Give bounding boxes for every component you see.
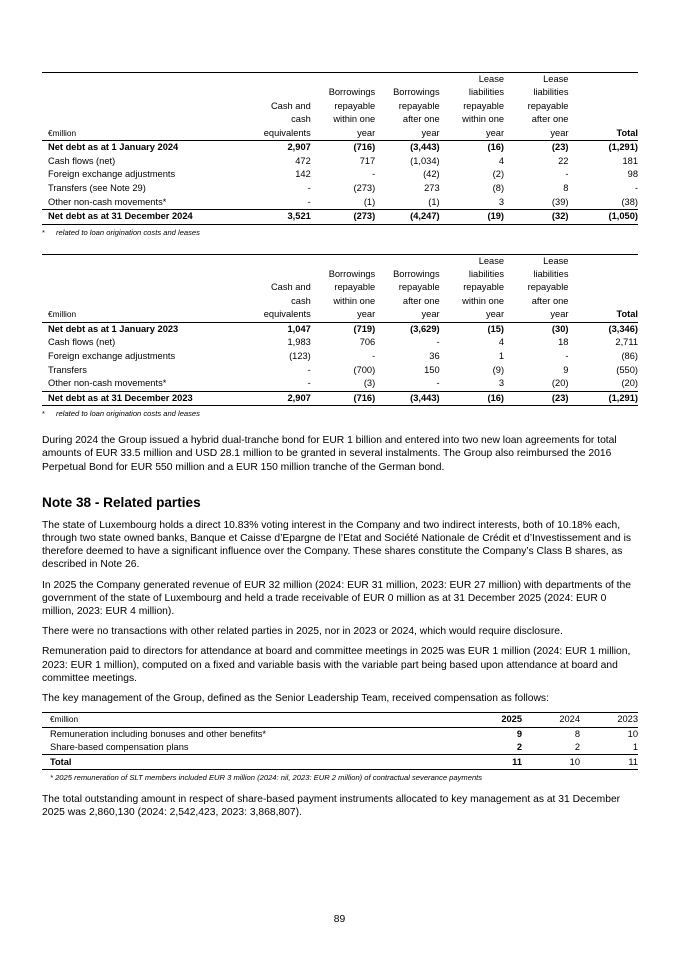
row-value: 181 bbox=[622, 155, 638, 166]
row-label: Cash flows (net) bbox=[48, 337, 116, 348]
page-content bbox=[42, 72, 638, 826]
row-value: (1,034) bbox=[410, 155, 440, 166]
col-total: Total bbox=[568, 73, 638, 141]
row-value: (86) bbox=[621, 351, 638, 361]
row-value: 3 bbox=[498, 196, 505, 207]
footnote-2024: * related to loan origination costs and leases bbox=[42, 227, 200, 237]
row-value: - bbox=[436, 337, 440, 348]
row-label: Net debt as at 1 January 2024 bbox=[42, 141, 239, 155]
row-value: - bbox=[307, 364, 311, 375]
row-value: (4,247) bbox=[375, 210, 439, 225]
paragraph-no-transactions: There were no transactions with other related parties in 2025, nor in 2023 or 2024, which would require disclosure. bbox=[42, 626, 563, 638]
row-value: - bbox=[634, 183, 638, 193]
col-lease-within: Lease liabilities repayable within one year bbox=[440, 73, 504, 141]
net-debt-table-2023 bbox=[42, 254, 638, 407]
row-value: (2) bbox=[492, 169, 505, 180]
row-value: (23) bbox=[504, 141, 568, 155]
row-value: (9) bbox=[492, 364, 505, 375]
row-value: 150 bbox=[424, 364, 440, 375]
comp-year-2025: 2025 bbox=[464, 713, 522, 727]
row-value: - bbox=[307, 378, 311, 389]
unit-label: €million bbox=[42, 73, 239, 141]
row-value: (273) bbox=[311, 210, 375, 225]
col-lease-within: Lease liabilities repayable within one year bbox=[440, 254, 504, 322]
row-value: (23) bbox=[504, 391, 568, 406]
row-label: Net debt as at 31 December 2024 bbox=[42, 210, 239, 225]
col-borrow-after: Borrowings repayable after one year bbox=[375, 254, 439, 322]
comp-total-row: Total 11 10 11 bbox=[42, 755, 638, 769]
table-row bbox=[42, 350, 638, 364]
row-value: - bbox=[307, 183, 311, 193]
row-value: 8 bbox=[563, 183, 569, 193]
table-body-2023 bbox=[42, 322, 638, 406]
table-row bbox=[42, 155, 638, 169]
row-value: (42) bbox=[423, 169, 440, 180]
paragraph-revenue: In 2025 the Company generated revenue of EUR 32 million (2024: EUR 31 million, 2023: EUR 27 million) with departments of the government of the state of Luxembourg and held a trade receivable of EUR 0 million as at 31 December 2025 (2024: EUR 0 million, 2023: EUR 4 million). bbox=[42, 579, 631, 618]
row-value: 1 bbox=[498, 351, 505, 361]
row-value: - bbox=[436, 378, 440, 389]
table-row bbox=[42, 322, 638, 336]
row-value: (123) bbox=[289, 351, 311, 361]
row-value: (3,443) bbox=[375, 391, 439, 406]
row-value: (20) bbox=[551, 378, 569, 389]
table-row bbox=[42, 182, 638, 196]
row-value: - bbox=[565, 169, 569, 180]
col-borrow-after: Borrowings repayable after one year bbox=[375, 73, 439, 141]
row-value: (3) bbox=[363, 378, 376, 389]
row-value: 1,047 bbox=[239, 322, 310, 336]
table-row bbox=[42, 377, 638, 391]
row-value: (1,291) bbox=[568, 391, 638, 406]
row-label: Net debt as at 31 December 2023 bbox=[42, 391, 239, 406]
row-label: Net debt as at 1 January 2023 bbox=[42, 322, 239, 336]
paragraph-state-interest: The state of Luxembourg holds a direct 10.83% voting interest in the Company and two indirect interests, both of 10.18% each, through two state owned banks, Banque et Caisse d’Epargne de l’Etat and Société Nationale de Crédit et d’Investissement and is therefore deemed to have a significant influence over the Company. These shares constitute the Company’s Class B shares, as described in Note 26. bbox=[42, 519, 631, 571]
row-value: (273) bbox=[353, 183, 376, 193]
row-value: (3,443) bbox=[375, 141, 439, 155]
row-value: (15) bbox=[440, 322, 504, 336]
col-borrow-within: Borrowings repayable within one year bbox=[311, 73, 375, 141]
unit-label: €million bbox=[42, 254, 239, 322]
row-value: (1,291) bbox=[568, 141, 638, 155]
row-value: 36 bbox=[429, 351, 440, 361]
row-value: 98 bbox=[627, 169, 638, 180]
row-value: (16) bbox=[440, 141, 504, 155]
row-value: 472 bbox=[295, 155, 311, 166]
row-value: 9 bbox=[563, 364, 569, 375]
comp-unit-label: €million bbox=[42, 713, 464, 727]
row-value: (20) bbox=[621, 378, 638, 389]
row-value: 3,521 bbox=[239, 210, 310, 225]
table-row bbox=[42, 336, 638, 350]
row-value: (39) bbox=[551, 196, 569, 207]
row-value: - bbox=[372, 169, 376, 180]
comp-year-2024: 2024 bbox=[522, 713, 580, 727]
row-value: 4 bbox=[498, 337, 505, 348]
row-value: (716) bbox=[311, 391, 375, 406]
row-value: (30) bbox=[504, 322, 568, 336]
row-value: (700) bbox=[353, 364, 376, 375]
col-lease-after: Lease liabilities repayable after one year bbox=[504, 254, 568, 322]
table-row bbox=[42, 195, 638, 209]
row-value: 142 bbox=[295, 169, 311, 180]
row-value: (3,629) bbox=[375, 322, 439, 336]
row-value: (38) bbox=[621, 196, 638, 207]
paragraph-share-based: The total outstanding amount in respect of share-based payment instruments allocated to key management as at 31 December 2025 was 2,860,130 (2024: 2,542,423, 2023: 3,868,807). bbox=[42, 793, 621, 818]
row-value: 22 bbox=[558, 155, 569, 166]
row-value: 4 bbox=[498, 155, 505, 166]
net-debt-table-2024 bbox=[42, 72, 638, 225]
row-value: 2,907 bbox=[239, 141, 310, 155]
row-label: Other non-cash movements* bbox=[48, 378, 167, 389]
table-header bbox=[42, 254, 638, 322]
row-value: (1) bbox=[428, 196, 440, 207]
col-cash: Cash and cash equivalents bbox=[239, 254, 310, 322]
table-row bbox=[42, 210, 638, 225]
comp-year-2023: 2023 bbox=[580, 713, 638, 727]
table-header bbox=[42, 73, 638, 141]
col-total: Total bbox=[568, 254, 638, 322]
comp-footnote: * 2025 remuneration of SLT members included EUR 3 million (2024: nil, 2023: EUR 2 million) of contractual severance payments bbox=[50, 772, 483, 782]
row-value: 717 bbox=[359, 155, 376, 166]
row-value: (719) bbox=[311, 322, 375, 336]
compensation-table bbox=[42, 712, 638, 770]
row-value: (716) bbox=[311, 141, 375, 155]
col-lease-after: Lease liabilities repayable after one year bbox=[504, 73, 568, 141]
row-label: Foreign exchange adjustments bbox=[48, 169, 176, 180]
row-label: Foreign exchange adjustments bbox=[48, 351, 176, 361]
row-label: Cash flows (net) bbox=[48, 155, 116, 166]
row-value: (550) bbox=[616, 364, 638, 375]
table-body-2024 bbox=[42, 141, 638, 225]
page-number: 89 bbox=[333, 914, 346, 925]
col-borrow-within: Borrowings repayable within one year bbox=[311, 254, 375, 322]
row-label: Transfers bbox=[48, 364, 87, 375]
row-value: (1) bbox=[363, 196, 376, 207]
row-value: (3,346) bbox=[568, 322, 638, 336]
table-row: Share-based compensation plans 2 2 1 bbox=[50, 742, 638, 753]
bond-paragraph: During 2024 the Group issued a hybrid dual-tranche bond for EUR 1 billion and entered into two new loan agreements for total amounts of EUR 33.5 million and USD 28.1 million to be granted in several instalments. The Group also reimbursed the 2016 Perpetual Bond for EUR 550 million and a EUR 150 million tranche of the German bond. bbox=[42, 435, 617, 473]
paragraph-directors: Remuneration paid to directors for attendance at board and committee meetings in 2025 was EUR 1 million (2024: EUR 1 million, 2023: EUR 1 million), computed on a fixed and variable basis with the variable part being based upon attendance at board and committee meetings. bbox=[42, 646, 631, 684]
row-label: Other non-cash movements* bbox=[48, 196, 167, 207]
row-value: 706 bbox=[359, 337, 376, 348]
note-title: Note 38 - Related parties bbox=[42, 494, 201, 510]
row-value: (16) bbox=[440, 391, 504, 406]
row-value: - bbox=[565, 351, 569, 361]
row-value: 273 bbox=[424, 183, 440, 193]
row-value: (19) bbox=[440, 210, 504, 225]
row-value: 1,983 bbox=[287, 337, 311, 348]
row-value: (1,050) bbox=[568, 210, 638, 225]
row-value: - bbox=[307, 196, 311, 207]
col-cash: Cash and cash equivalents bbox=[239, 73, 310, 141]
table-row bbox=[42, 168, 638, 182]
row-label: Transfers (see Note 29) bbox=[48, 183, 146, 193]
table-row bbox=[42, 391, 638, 406]
row-value: - bbox=[372, 351, 376, 361]
table-row: Remuneration including bonuses and other benefits* 9 8 10 bbox=[42, 727, 638, 741]
row-value: 2,711 bbox=[615, 337, 638, 348]
row-value: 2,907 bbox=[239, 391, 310, 406]
table-row bbox=[42, 363, 638, 377]
row-value: 3 bbox=[498, 378, 505, 389]
row-value: (8) bbox=[492, 183, 505, 193]
table-row bbox=[42, 141, 638, 155]
row-value: 18 bbox=[558, 337, 569, 348]
paragraph-key-management: The key management of the Group, defined as the Senior Leadership Team, received compensation as follows: bbox=[42, 693, 549, 705]
comp-header bbox=[42, 713, 638, 727]
footnote-2023: * related to loan origination costs and leases bbox=[42, 409, 200, 419]
row-value: (32) bbox=[504, 210, 568, 225]
